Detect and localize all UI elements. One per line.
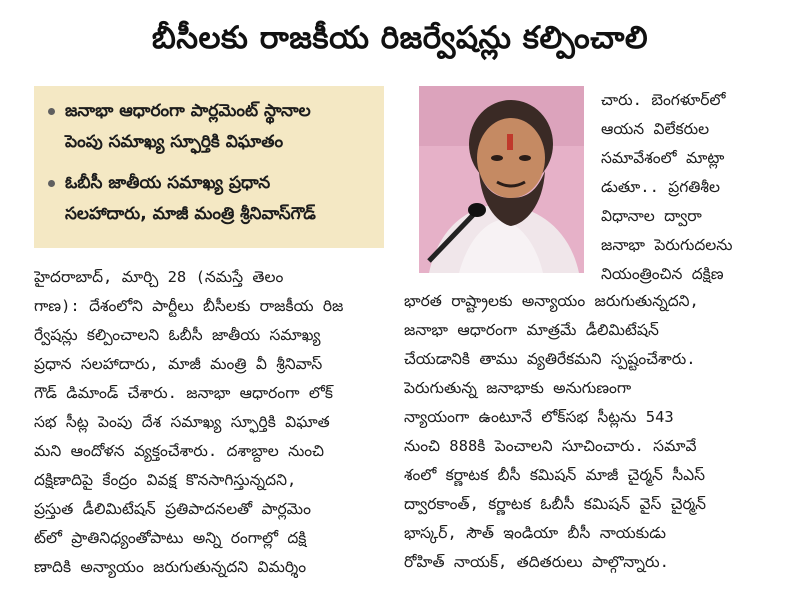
text-line: జనాభా ఆధారంగా మాత్రమే డీలిమిటేషన్	[404, 321, 659, 339]
highlight-text: జనాభా ఆధారంగా పార్లమెంట్ స్థానాల పెంపు సమాఖ్య స్ఫూర్తికి విఘాతం	[65, 101, 311, 152]
text-line: సభ సీట్ల పెంపు దేశ సమాఖ్య స్ఫూర్తికి విఘాత	[34, 413, 330, 431]
text-line: చేయడానికి తాము వ్యతిరేకమని స్పష్టంచేశారు.	[404, 350, 696, 368]
article-column-right-bottom	[404, 287, 773, 577]
text-line: ట్‌లో ప్రాతినిధ్యంతోపాటు అన్ని రంగాల్లో దక్షి	[34, 529, 307, 547]
text-line: ద్వారకాంత్, కర్ణాటక ఓబీసీ కమిషన్ వైస్ చైర్మన్	[404, 495, 707, 513]
text-line: డుతూ.. ప్రగతిశీల	[601, 178, 720, 196]
text-line: దక్షిణాదిపై కేంద్రం వివక్ష కొనసాగిస్తున్నదని,	[34, 471, 297, 489]
text-line: ప్రధాన సలహాదారు, మాజీ మంత్రి వీ శ్రీనివాస్	[34, 355, 323, 373]
text-line: ప్రస్తుత డీలిమిటేషన్ ప్రతిపాదనలతో పార్లమెం	[34, 500, 311, 518]
text-line: సమావేశంలో మాట్లా	[601, 149, 725, 167]
speaker-photo	[419, 86, 584, 273]
text-line: న్యాయంగా ఉంటూనే లోక్‌సభ సీట్లను 543	[404, 408, 674, 426]
bullet-icon	[48, 180, 55, 187]
highlight-text: ఓబీసీ జాతీయ సమాఖ్య ప్రధాన సలహాదారు, మాజీ మంత్రి శ్రీనివాస్‌గౌడ్	[65, 173, 316, 224]
text-line: చారు. బెంగళూర్‌లో	[601, 91, 726, 109]
text-line: శంలో కర్ణాటక బీసీ కమిషన్ మాజీ చైర్మన్ సీఎస్	[404, 466, 706, 484]
text-line: గౌడ్ డిమాండ్ చేశారు. జనాభా ఆధారంగా లోక్	[34, 384, 333, 402]
text-line: విధానాల ద్వారా	[601, 207, 702, 225]
text-line: పెరుగుతున్న జనాభాకు అనుగుణంగా	[404, 379, 632, 397]
text-line: భారత రాష్ట్రాలకు అన్యాయం జరుగుతున్నదని,	[404, 292, 699, 310]
article-column-right-top	[601, 86, 771, 289]
text-line: గాణ): దేశంలోని పార్టీలు బీసీలకు రాజకీయ రిజ	[34, 297, 344, 315]
text-line: భాస్కర్, సౌత్ ఇండియా బీసీ నాయకుడు	[404, 524, 667, 542]
headline: బీసీలకు రాజకీయ రిజర్వేషన్లు కల్పించాలి	[151, 19, 649, 56]
text-line: ర్వేషన్లు కల్పించాలని ఓబీసీ జాతీయ సమాఖ్య	[34, 326, 321, 344]
text-line: హైదరాబాద్, మార్చి 28 (నమస్తే తెలం	[34, 268, 284, 286]
speaker-portrait-icon	[419, 86, 584, 273]
article-column-left	[34, 263, 386, 582]
highlight-item	[48, 168, 372, 230]
text-line: ణాదికి అన్యాయం జరుగుతున్నదని విమర్శిం	[34, 558, 307, 576]
text-line: నియంత్రించిన దక్షిణ	[601, 265, 724, 283]
text-line: నుంచి 888కి పెంచాలని సూచించారు. సమావే	[404, 437, 697, 455]
text-line: మని ఆందోళన వ్యక్తంచేశారు. దశాబ్దాల నుంచి	[34, 442, 325, 460]
text-line: ఆయన విలేకరుల	[601, 120, 710, 138]
highlights-box	[34, 86, 384, 248]
bullet-icon	[48, 108, 55, 115]
text-line: రోహిత్ నాయక్, తదితరులు పాల్గొన్నారు.	[404, 553, 669, 571]
highlight-item	[48, 96, 372, 158]
text-line: జనాభా పెరుగుదలను	[601, 236, 733, 254]
